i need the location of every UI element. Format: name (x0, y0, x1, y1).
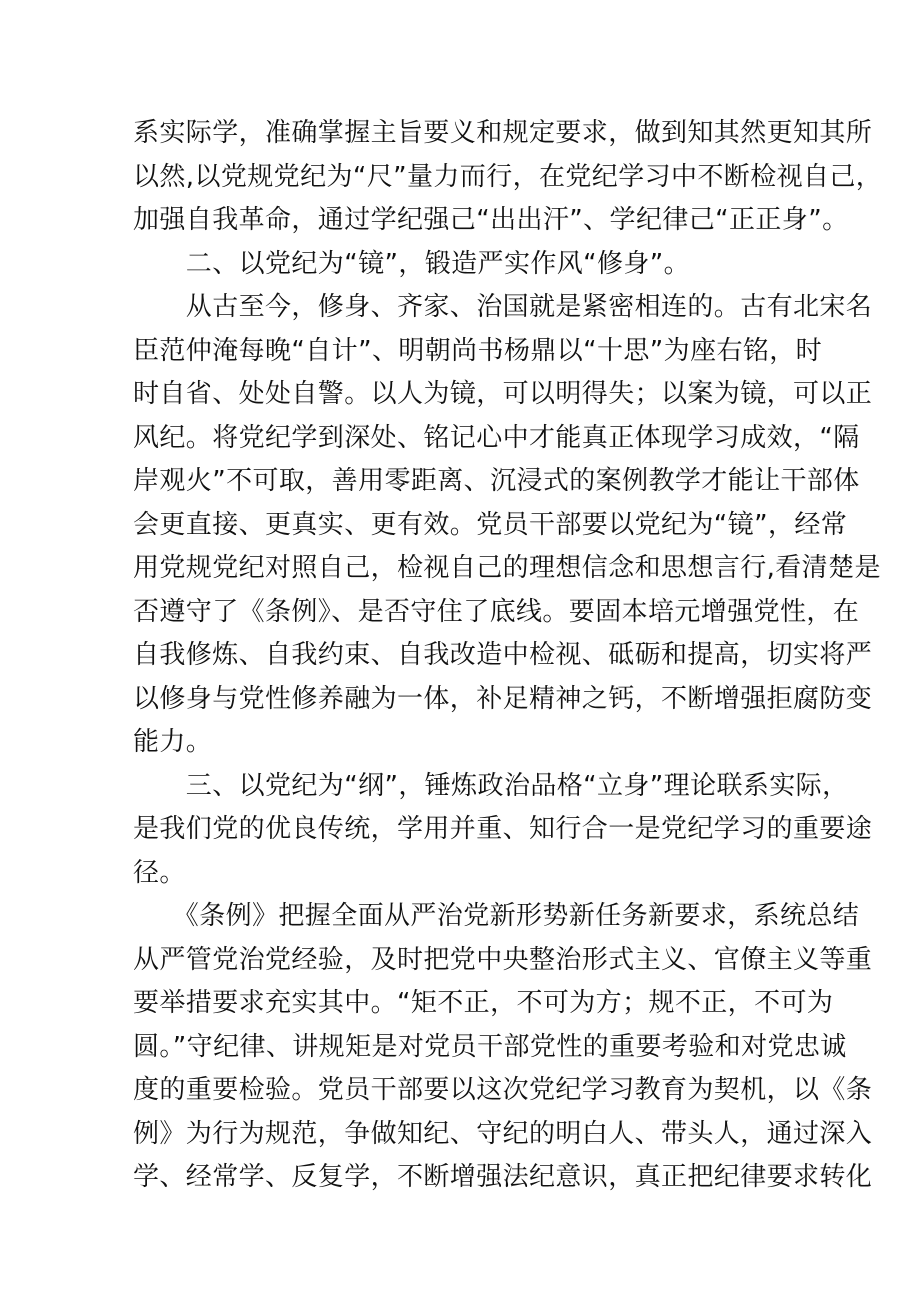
text-line: 风纪。将党纪学到深处、铭记心中才能真正体现学习成效，“隔 (133, 422, 860, 453)
text-line: 例》为行为规范，争做知纪、守纪的明白人、带头人，通过深入 (133, 1118, 873, 1149)
text-line: 学、经常学、反复学，不断增强法纪意识，真正把纪律要求转化 (133, 1162, 873, 1192)
text-line: 从古至今，修身、齐家、治国就是紧密相连的。古有北宋名 (133, 292, 873, 322)
text-line: 臣范仲淹每晚“自计”、明朝尚书杨鼎以“十思”为座右铭，时 (133, 335, 823, 366)
text-line: 从严管党治党经验，及时把党中央整治形式主义、官僚主义等重 (133, 944, 873, 975)
text-line: 否遵守了《条例》、是否守住了底线。要固本培元增强党性，在 (133, 596, 860, 627)
text-line: 圆。”守纪律、讲规矩是对党员干部党性的重要考验和对党忠诚 (133, 1031, 847, 1062)
document-body (133, 112, 883, 1200)
text-line: 是我们党的优良传统，学用并重、知行合一是党纪学习的重要途 (133, 814, 873, 844)
text-line: 时自省、处处自警。以人为镜，可以明得失；以案为镜，可以正 (133, 379, 873, 409)
section-heading-3: 三、以党纪为“纲”，锤炼政治品格“立身”理论联系实际， (133, 770, 849, 801)
text-line: 度的重要检验。党员干部要以这次党纪学习教育为契机，以《条 (133, 1075, 873, 1105)
text-line: 能力。 (133, 727, 213, 757)
text-line: 以然,以党规党纪为“尺”量力而行，在党纪学习中不断检视自己， (133, 161, 883, 192)
text-line: 系实际学，准确掌握主旨要义和规定要求，做到知其然更知其所 (133, 118, 873, 148)
text-line: 以修身与党性修养融为一体，补足精神之钙，不断增强拒腐防变 (133, 683, 873, 714)
text-line: 岸观火”不可取，善用零距离、沉浸式的案例教学才能让干部体 (133, 466, 860, 496)
text-line: 径。 (133, 857, 186, 888)
text-line: 《条例》把握全面从严治党新形势新任务新要求，系统总结 (133, 901, 860, 931)
text-line: 要举措要求充实其中。“矩不正，不可为方；规不正，不可为 (133, 988, 834, 1018)
text-line: 加强自我革命，通过学纪强己“出出汗”、学纪律己“正正身”。 (133, 205, 849, 235)
text-line: 会更直接、更真实、更有效。党员干部要以党纪为“镜”，经常 (133, 509, 848, 540)
text-line: 自我修炼、自我约束、自我改造中检视、砥砺和提高，切实将严 (133, 640, 873, 670)
text-line: 用党规党纪对照自己，检视自己的理想信念和思想言行,看清楚是 (133, 553, 881, 583)
section-heading-2: 二、以党纪为“镜”，锻造严实作风“修身”。 (133, 248, 691, 279)
